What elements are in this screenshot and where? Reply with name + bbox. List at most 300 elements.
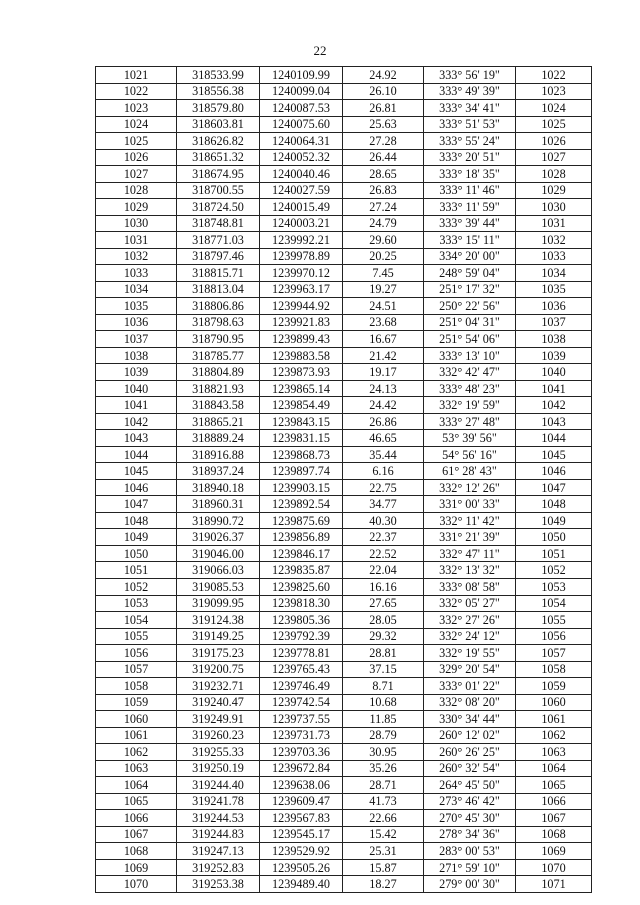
distance-cell: 6.16 <box>343 463 424 480</box>
y-coordinate-cell: 1239805.36 <box>260 612 343 629</box>
table-row <box>96 133 592 150</box>
point-number-cell: 1029 <box>96 199 177 216</box>
next-point-cell: 1042 <box>516 397 592 414</box>
distance-cell: 35.44 <box>343 446 424 463</box>
y-coordinate-cell: 1240027.59 <box>260 182 343 199</box>
next-point-cell: 1059 <box>516 678 592 695</box>
point-number-cell: 1053 <box>96 595 177 612</box>
y-coordinate-cell: 1239921.83 <box>260 314 343 331</box>
y-coordinate-cell: 1239835.87 <box>260 562 343 579</box>
x-coordinate-cell: 318700.55 <box>177 182 260 199</box>
next-point-cell: 1030 <box>516 199 592 216</box>
table-row <box>96 678 592 695</box>
bearing-cell: 61° 28' 43" <box>424 463 516 480</box>
bearing-cell: 264° 45' 50" <box>424 777 516 794</box>
next-point-cell: 1043 <box>516 413 592 430</box>
next-point-cell: 1048 <box>516 496 592 513</box>
table-row <box>96 545 592 562</box>
bearing-cell: 329° 20' 54" <box>424 661 516 678</box>
next-point-cell: 1037 <box>516 314 592 331</box>
y-coordinate-cell: 1239897.74 <box>260 463 343 480</box>
point-number-cell: 1065 <box>96 793 177 810</box>
y-coordinate-cell: 1239638.06 <box>260 777 343 794</box>
y-coordinate-cell: 1239505.26 <box>260 859 343 876</box>
table-row <box>96 595 592 612</box>
distance-cell: 18.27 <box>343 876 424 893</box>
point-number-cell: 1030 <box>96 215 177 232</box>
next-point-cell: 1047 <box>516 479 592 496</box>
next-point-cell: 1029 <box>516 182 592 199</box>
point-number-cell: 1040 <box>96 380 177 397</box>
x-coordinate-cell: 319200.75 <box>177 661 260 678</box>
y-coordinate-cell: 1239854.49 <box>260 397 343 414</box>
y-coordinate-cell: 1239742.54 <box>260 694 343 711</box>
table-row <box>96 364 592 381</box>
x-coordinate-cell: 319149.25 <box>177 628 260 645</box>
table-row <box>96 265 592 282</box>
point-number-cell: 1044 <box>96 446 177 463</box>
y-coordinate-cell: 1239831.15 <box>260 430 343 447</box>
y-coordinate-cell: 1239978.89 <box>260 248 343 265</box>
point-number-cell: 1038 <box>96 347 177 364</box>
page-number: 22 <box>313 43 327 58</box>
y-coordinate-cell: 1239903.15 <box>260 479 343 496</box>
distance-cell: 15.42 <box>343 826 424 843</box>
point-number-cell: 1050 <box>96 545 177 562</box>
distance-cell: 46.65 <box>343 430 424 447</box>
point-number-cell: 1055 <box>96 628 177 645</box>
table-row <box>96 248 592 265</box>
point-number-cell: 1062 <box>96 744 177 761</box>
table-row <box>96 661 592 678</box>
distance-cell: 24.92 <box>343 67 424 84</box>
point-number-cell: 1033 <box>96 265 177 282</box>
next-point-cell: 1033 <box>516 248 592 265</box>
x-coordinate-cell: 318815.71 <box>177 265 260 282</box>
bearing-cell: 333° 13' 10" <box>424 347 516 364</box>
table-row <box>96 67 592 84</box>
distance-cell: 28.65 <box>343 166 424 183</box>
point-number-cell: 1026 <box>96 149 177 166</box>
y-coordinate-cell: 1240003.21 <box>260 215 343 232</box>
distance-cell: 28.71 <box>343 777 424 794</box>
table-row <box>96 182 592 199</box>
bearing-cell: 333° 55' 24" <box>424 133 516 150</box>
bearing-cell: 251° 04' 31" <box>424 314 516 331</box>
table-row <box>96 479 592 496</box>
next-point-cell: 1036 <box>516 298 592 315</box>
bearing-cell: 260° 32' 54" <box>424 760 516 777</box>
bearing-cell: 333° 27' 48" <box>424 413 516 430</box>
next-point-cell: 1049 <box>516 512 592 529</box>
y-coordinate-cell: 1240075.60 <box>260 116 343 133</box>
table-row <box>96 529 592 546</box>
x-coordinate-cell: 319260.23 <box>177 727 260 744</box>
distance-cell: 37.15 <box>343 661 424 678</box>
x-coordinate-cell: 319026.37 <box>177 529 260 546</box>
table-row <box>96 628 592 645</box>
point-number-cell: 1036 <box>96 314 177 331</box>
x-coordinate-cell: 318533.99 <box>177 67 260 84</box>
y-coordinate-cell: 1239818.30 <box>260 595 343 612</box>
next-point-cell: 1057 <box>516 645 592 662</box>
table-row <box>96 199 592 216</box>
table-row <box>96 463 592 480</box>
point-number-cell: 1023 <box>96 100 177 117</box>
point-number-cell: 1041 <box>96 397 177 414</box>
table-row <box>96 116 592 133</box>
point-number-cell: 1043 <box>96 430 177 447</box>
y-coordinate-cell: 1239545.17 <box>260 826 343 843</box>
x-coordinate-cell: 319255.33 <box>177 744 260 761</box>
bearing-cell: 251° 17' 32" <box>424 281 516 298</box>
point-number-cell: 1058 <box>96 678 177 695</box>
bearing-cell: 332° 42' 47" <box>424 364 516 381</box>
distance-cell: 24.79 <box>343 215 424 232</box>
table-row <box>96 876 592 893</box>
y-coordinate-cell: 1239609.47 <box>260 793 343 810</box>
x-coordinate-cell: 318798.63 <box>177 314 260 331</box>
x-coordinate-cell: 318556.38 <box>177 83 260 100</box>
table-row <box>96 215 592 232</box>
y-coordinate-cell: 1239865.14 <box>260 380 343 397</box>
y-coordinate-cell: 1239963.17 <box>260 281 343 298</box>
distance-cell: 21.42 <box>343 347 424 364</box>
y-coordinate-cell: 1239944.92 <box>260 298 343 315</box>
x-coordinate-cell: 318806.86 <box>177 298 260 315</box>
next-point-cell: 1071 <box>516 876 592 893</box>
x-coordinate-cell: 318843.58 <box>177 397 260 414</box>
point-number-cell: 1054 <box>96 612 177 629</box>
x-coordinate-cell: 319244.40 <box>177 777 260 794</box>
distance-cell: 15.87 <box>343 859 424 876</box>
point-number-cell: 1046 <box>96 479 177 496</box>
distance-cell: 40.30 <box>343 512 424 529</box>
point-number-cell: 1025 <box>96 133 177 150</box>
bearing-cell: 278° 34' 36" <box>424 826 516 843</box>
x-coordinate-cell: 319085.53 <box>177 578 260 595</box>
x-coordinate-cell: 318821.93 <box>177 380 260 397</box>
bearing-cell: 333° 11' 59" <box>424 199 516 216</box>
distance-cell: 34.77 <box>343 496 424 513</box>
table-row <box>96 298 592 315</box>
x-coordinate-cell: 319244.83 <box>177 826 260 843</box>
point-number-cell: 1027 <box>96 166 177 183</box>
next-point-cell: 1054 <box>516 595 592 612</box>
bearing-cell: 248° 59' 04" <box>424 265 516 282</box>
table-row <box>96 562 592 579</box>
distance-cell: 27.65 <box>343 595 424 612</box>
y-coordinate-cell: 1239529.92 <box>260 843 343 860</box>
bearing-cell: 333° 51' 53" <box>424 116 516 133</box>
table-row <box>96 166 592 183</box>
table-row <box>96 413 592 430</box>
next-point-cell: 1055 <box>516 612 592 629</box>
distance-cell: 26.44 <box>343 149 424 166</box>
next-point-cell: 1026 <box>516 133 592 150</box>
next-point-cell: 1024 <box>516 100 592 117</box>
table-row <box>96 83 592 100</box>
bearing-cell: 283° 00' 53" <box>424 843 516 860</box>
x-coordinate-cell: 319241.78 <box>177 793 260 810</box>
distance-cell: 11.85 <box>343 711 424 728</box>
distance-cell: 29.32 <box>343 628 424 645</box>
y-coordinate-cell: 1239846.17 <box>260 545 343 562</box>
bearing-cell: 331° 21' 39" <box>424 529 516 546</box>
x-coordinate-cell: 319046.00 <box>177 545 260 562</box>
point-number-cell: 1051 <box>96 562 177 579</box>
y-coordinate-cell: 1239899.43 <box>260 331 343 348</box>
table-row <box>96 446 592 463</box>
point-number-cell: 1032 <box>96 248 177 265</box>
x-coordinate-cell: 318990.72 <box>177 512 260 529</box>
x-coordinate-cell: 318940.18 <box>177 479 260 496</box>
bearing-cell: 333° 56' 19" <box>424 67 516 84</box>
point-number-cell: 1024 <box>96 116 177 133</box>
table-row <box>96 281 592 298</box>
next-point-cell: 1058 <box>516 661 592 678</box>
x-coordinate-cell: 319253.38 <box>177 876 260 893</box>
x-coordinate-cell: 319124.38 <box>177 612 260 629</box>
next-point-cell: 1050 <box>516 529 592 546</box>
y-coordinate-cell: 1239825.60 <box>260 578 343 595</box>
table-row <box>96 843 592 860</box>
distance-cell: 24.13 <box>343 380 424 397</box>
x-coordinate-cell: 318937.24 <box>177 463 260 480</box>
bearing-cell: 333° 48' 23" <box>424 380 516 397</box>
distance-cell: 28.81 <box>343 645 424 662</box>
next-point-cell: 1041 <box>516 380 592 397</box>
x-coordinate-cell: 319244.53 <box>177 810 260 827</box>
coordinates-table-body <box>96 67 592 893</box>
table-row <box>96 512 592 529</box>
distance-cell: 29.60 <box>343 232 424 249</box>
table-row <box>96 612 592 629</box>
point-number-cell: 1049 <box>96 529 177 546</box>
point-number-cell: 1034 <box>96 281 177 298</box>
table-row <box>96 380 592 397</box>
bearing-cell: 332° 19' 55" <box>424 645 516 662</box>
bearing-cell: 260° 26' 25" <box>424 744 516 761</box>
y-coordinate-cell: 1239792.39 <box>260 628 343 645</box>
y-coordinate-cell: 1239873.93 <box>260 364 343 381</box>
point-number-cell: 1022 <box>96 83 177 100</box>
x-coordinate-cell: 319099.95 <box>177 595 260 612</box>
point-number-cell: 1045 <box>96 463 177 480</box>
table-row <box>96 496 592 513</box>
distance-cell: 22.52 <box>343 545 424 562</box>
y-coordinate-cell: 1240109.99 <box>260 67 343 84</box>
x-coordinate-cell: 318960.31 <box>177 496 260 513</box>
y-coordinate-cell: 1239731.73 <box>260 727 343 744</box>
next-point-cell: 1063 <box>516 744 592 761</box>
y-coordinate-cell: 1239883.58 <box>260 347 343 364</box>
next-point-cell: 1046 <box>516 463 592 480</box>
x-coordinate-cell: 318724.50 <box>177 199 260 216</box>
y-coordinate-cell: 1239567.83 <box>260 810 343 827</box>
distance-cell: 22.04 <box>343 562 424 579</box>
bearing-cell: 333° 20' 51" <box>424 149 516 166</box>
next-point-cell: 1038 <box>516 331 592 348</box>
bearing-cell: 260° 12' 02" <box>424 727 516 744</box>
distance-cell: 41.73 <box>343 793 424 810</box>
x-coordinate-cell: 319249.91 <box>177 711 260 728</box>
point-number-cell: 1042 <box>96 413 177 430</box>
table-row <box>96 149 592 166</box>
point-number-cell: 1031 <box>96 232 177 249</box>
next-point-cell: 1031 <box>516 215 592 232</box>
point-number-cell: 1052 <box>96 578 177 595</box>
point-number-cell: 1035 <box>96 298 177 315</box>
x-coordinate-cell: 318804.89 <box>177 364 260 381</box>
distance-cell: 24.51 <box>343 298 424 315</box>
distance-cell: 22.37 <box>343 529 424 546</box>
point-number-cell: 1061 <box>96 727 177 744</box>
bearing-cell: 330° 34' 44" <box>424 711 516 728</box>
next-point-cell: 1066 <box>516 793 592 810</box>
next-point-cell: 1025 <box>516 116 592 133</box>
point-number-cell: 1021 <box>96 67 177 84</box>
bearing-cell: 332° 19' 59" <box>424 397 516 414</box>
bearing-cell: 333° 49' 39" <box>424 83 516 100</box>
y-coordinate-cell: 1239737.55 <box>260 711 343 728</box>
bearing-cell: 333° 18' 35" <box>424 166 516 183</box>
bearing-cell: 271° 59' 10" <box>424 859 516 876</box>
next-point-cell: 1045 <box>516 446 592 463</box>
point-number-cell: 1064 <box>96 777 177 794</box>
distance-cell: 10.68 <box>343 694 424 711</box>
y-coordinate-cell: 1239868.73 <box>260 446 343 463</box>
table-row <box>96 347 592 364</box>
point-number-cell: 1070 <box>96 876 177 893</box>
x-coordinate-cell: 318603.81 <box>177 116 260 133</box>
distance-cell: 27.24 <box>343 199 424 216</box>
next-point-cell: 1035 <box>516 281 592 298</box>
next-point-cell: 1039 <box>516 347 592 364</box>
x-coordinate-cell: 318748.81 <box>177 215 260 232</box>
table-row <box>96 777 592 794</box>
x-coordinate-cell: 318785.77 <box>177 347 260 364</box>
y-coordinate-cell: 1239875.69 <box>260 512 343 529</box>
y-coordinate-cell: 1239703.36 <box>260 744 343 761</box>
next-point-cell: 1061 <box>516 711 592 728</box>
next-point-cell: 1060 <box>516 694 592 711</box>
y-coordinate-cell: 1239970.12 <box>260 265 343 282</box>
distance-cell: 26.81 <box>343 100 424 117</box>
distance-cell: 16.67 <box>343 331 424 348</box>
distance-cell: 26.86 <box>343 413 424 430</box>
table-row <box>96 760 592 777</box>
table-row <box>96 314 592 331</box>
table-row <box>96 100 592 117</box>
x-coordinate-cell: 318674.95 <box>177 166 260 183</box>
y-coordinate-cell: 1240052.32 <box>260 149 343 166</box>
bearing-cell: 333° 11' 46" <box>424 182 516 199</box>
x-coordinate-cell: 318813.04 <box>177 281 260 298</box>
point-number-cell: 1067 <box>96 826 177 843</box>
distance-cell: 26.83 <box>343 182 424 199</box>
table-row <box>96 810 592 827</box>
bearing-cell: 334° 20' 00" <box>424 248 516 265</box>
y-coordinate-cell: 1239843.15 <box>260 413 343 430</box>
table-row <box>96 793 592 810</box>
next-point-cell: 1023 <box>516 83 592 100</box>
x-coordinate-cell: 319247.13 <box>177 843 260 860</box>
y-coordinate-cell: 1240099.04 <box>260 83 343 100</box>
next-point-cell: 1040 <box>516 364 592 381</box>
point-number-cell: 1063 <box>96 760 177 777</box>
table-row <box>96 331 592 348</box>
distance-cell: 8.71 <box>343 678 424 695</box>
bearing-cell: 331° 00' 33" <box>424 496 516 513</box>
table-row <box>96 826 592 843</box>
y-coordinate-cell: 1239746.49 <box>260 678 343 695</box>
next-point-cell: 1027 <box>516 149 592 166</box>
distance-cell: 28.05 <box>343 612 424 629</box>
next-point-cell: 1064 <box>516 760 592 777</box>
distance-cell: 25.31 <box>343 843 424 860</box>
next-point-cell: 1062 <box>516 727 592 744</box>
y-coordinate-cell: 1239992.21 <box>260 232 343 249</box>
x-coordinate-cell: 319250.19 <box>177 760 260 777</box>
distance-cell: 19.17 <box>343 364 424 381</box>
x-coordinate-cell: 318797.46 <box>177 248 260 265</box>
x-coordinate-cell: 318790.95 <box>177 331 260 348</box>
bearing-cell: 332° 27' 26" <box>424 612 516 629</box>
bearing-cell: 332° 12' 26" <box>424 479 516 496</box>
table-row <box>96 711 592 728</box>
x-coordinate-cell: 318865.21 <box>177 413 260 430</box>
x-coordinate-cell: 318889.24 <box>177 430 260 447</box>
bearing-cell: 279° 00' 30" <box>424 876 516 893</box>
table-row <box>96 232 592 249</box>
coordinates-table <box>95 66 592 893</box>
table-row <box>96 578 592 595</box>
point-number-cell: 1066 <box>96 810 177 827</box>
table-row <box>96 430 592 447</box>
point-number-cell: 1059 <box>96 694 177 711</box>
next-point-cell: 1056 <box>516 628 592 645</box>
y-coordinate-cell: 1240087.53 <box>260 100 343 117</box>
point-number-cell: 1048 <box>96 512 177 529</box>
distance-cell: 20.25 <box>343 248 424 265</box>
x-coordinate-cell: 318579.80 <box>177 100 260 117</box>
point-number-cell: 1068 <box>96 843 177 860</box>
x-coordinate-cell: 319240.47 <box>177 694 260 711</box>
distance-cell: 7.45 <box>343 265 424 282</box>
next-point-cell: 1044 <box>516 430 592 447</box>
bearing-cell: 270° 45' 30" <box>424 810 516 827</box>
table-row <box>96 645 592 662</box>
table-row <box>96 694 592 711</box>
table-row <box>96 744 592 761</box>
x-coordinate-cell: 318626.82 <box>177 133 260 150</box>
table-row <box>96 859 592 876</box>
bearing-cell: 332° 05' 27" <box>424 595 516 612</box>
bearing-cell: 333° 01' 22" <box>424 678 516 695</box>
bearing-cell: 333° 34' 41" <box>424 100 516 117</box>
next-point-cell: 1065 <box>516 777 592 794</box>
bearing-cell: 333° 08' 58" <box>424 578 516 595</box>
next-point-cell: 1053 <box>516 578 592 595</box>
distance-cell: 22.75 <box>343 479 424 496</box>
y-coordinate-cell: 1239778.81 <box>260 645 343 662</box>
bearing-cell: 273° 46' 42" <box>424 793 516 810</box>
bearing-cell: 54° 56' 16" <box>424 446 516 463</box>
x-coordinate-cell: 319175.23 <box>177 645 260 662</box>
bearing-cell: 332° 47' 11" <box>424 545 516 562</box>
next-point-cell: 1028 <box>516 166 592 183</box>
